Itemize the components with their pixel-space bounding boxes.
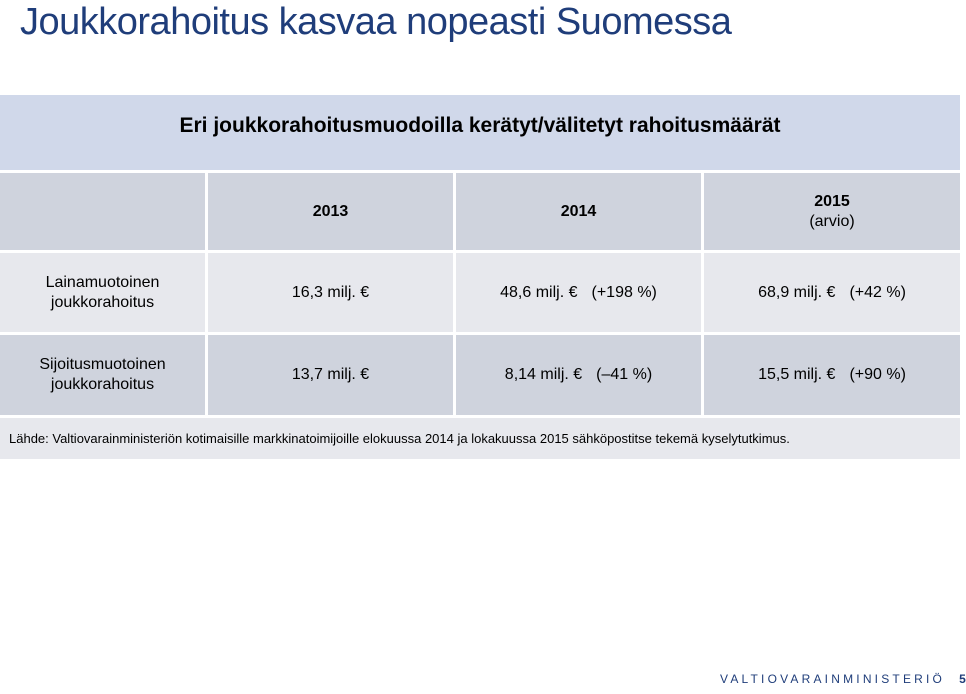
loan-2015-value: 68,9 milj. € <box>758 283 836 301</box>
loan-2013-value: 16,3 milj. € <box>205 253 453 332</box>
investment-2015-cell <box>701 335 960 415</box>
header-2014: 2014 <box>453 173 701 250</box>
header-empty-cell <box>0 173 205 250</box>
header-2013: 2013 <box>205 173 453 250</box>
investment-2013-value: 13,7 milj. € <box>205 335 453 415</box>
header-2015 <box>701 173 960 250</box>
slide-footer <box>720 672 966 686</box>
funding-table <box>0 95 960 459</box>
loan-2015-cell <box>701 253 960 332</box>
row-label-loan <box>0 253 205 332</box>
row-label-investment-line2: joukkorahoitus <box>50 376 155 393</box>
investment-2015-change: (+90 %) <box>849 366 906 383</box>
row-label-loan-line1: Lainamuotoinen <box>45 273 160 291</box>
investment-2014-cell <box>453 335 701 415</box>
organization-logo-text: VALTIOVARAINMINISTERIÖ <box>720 672 946 686</box>
header-2015-year: 2015 <box>814 192 850 210</box>
loan-2014-change: (+198 %) <box>591 283 657 301</box>
investment-2015-value: 15,5 milj. € <box>758 366 836 383</box>
loan-2014-value: 48,6 milj. € <box>500 283 578 301</box>
investment-2014-change: (–41 %) <box>596 366 653 383</box>
row-label-loan-line2: joukkorahoitus <box>50 293 155 311</box>
loan-2014-cell <box>453 253 701 332</box>
slide-title: Joukkorahoitus kasvaa nopeasti Suomessa <box>20 1 732 43</box>
row-label-investment-line1: Sijoitusmuotoinen <box>39 356 166 373</box>
row-label-investment <box>0 335 205 415</box>
table-banner-title: Eri joukkorahoitusmuodoilla kerätyt/välitetyt rahoitusmäärät <box>179 113 781 137</box>
source-note: Lähde: Valtiovarainministeriön kotimaisille markkinatoimijoille elokuussa 2014 ja lokakuussa 2015 sähköpostitse tekemä kyselytutkimus. <box>0 418 960 459</box>
header-2015-note: (arvio) <box>809 212 855 230</box>
page-number: 5 <box>959 672 966 686</box>
investment-2014-value: 8,14 milj. € <box>504 366 583 383</box>
table-banner <box>0 95 960 170</box>
loan-2015-change: (+42 %) <box>849 283 906 301</box>
